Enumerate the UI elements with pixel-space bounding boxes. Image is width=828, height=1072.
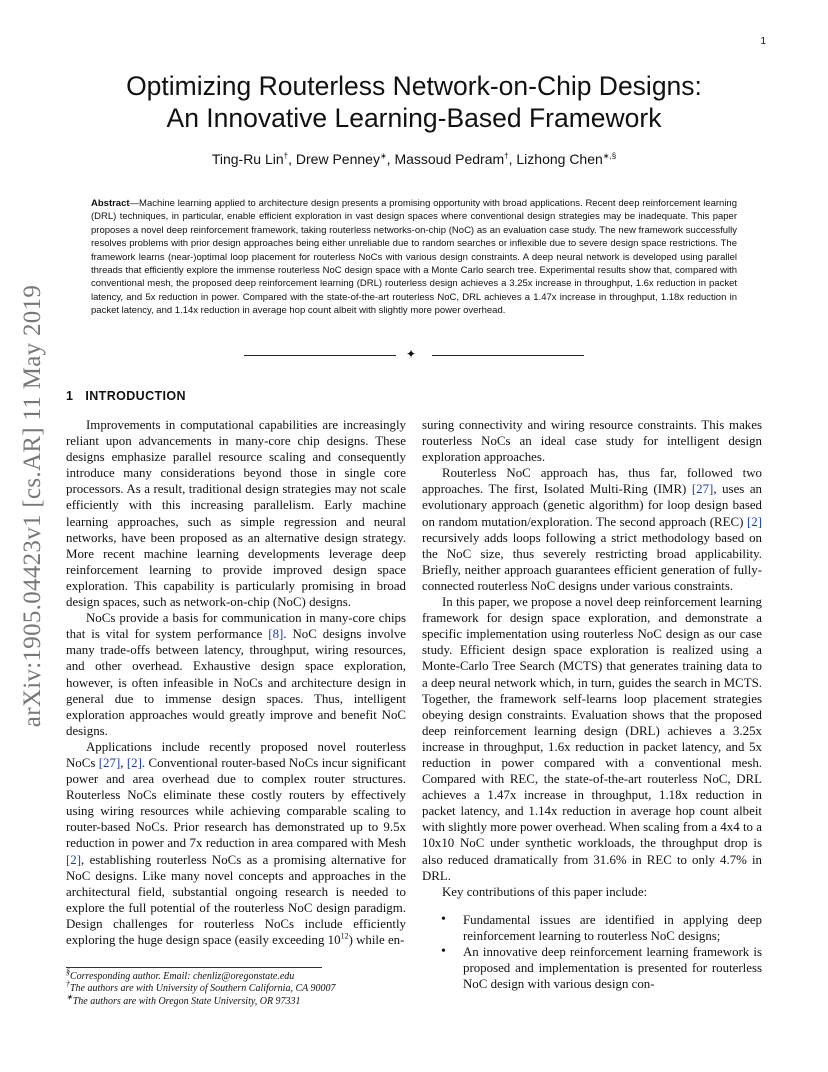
citation-link[interactable]: [27] xyxy=(691,482,714,497)
footnote xyxy=(66,967,336,983)
footnote-rule xyxy=(66,967,322,968)
footnote xyxy=(66,992,336,1008)
author-affiliation-mark: † xyxy=(504,151,509,161)
author-separator: , xyxy=(288,151,296,167)
body-paragraph xyxy=(66,417,406,610)
text-run: Applications include recently proposed novel routerless NoCs xyxy=(66,739,406,770)
author-name: Lizhong Chen xyxy=(516,151,603,167)
text-run: NoCs provide a basis for communication in many-core chips that is vital for system performance xyxy=(66,611,406,642)
divider-star-icon: ✦ xyxy=(406,347,417,361)
divider-line-right xyxy=(432,355,584,356)
citation-link[interactable]: [8] xyxy=(268,627,284,642)
citation-link[interactable]: [2] xyxy=(126,755,142,770)
footnotes xyxy=(66,967,336,1008)
citation-link[interactable]: [2] xyxy=(66,852,82,867)
divider-line-left xyxy=(244,355,396,356)
arxiv-identifier xyxy=(20,276,46,736)
text-run: suring connectivity and wiring resource constraints. This makes routerless NoCs an ideal case study for intelligent design exploration approaches. xyxy=(422,418,762,465)
text-run: . Conventional router-based NoCs incur significant power and area overhead due to complex router structures. Routerless NoCs eliminate these costly routers by effectively using wiring resources while achieving comparable scaling to router-based NoCs. Prior research has demonstrated up to 9.5x reduction in power and 7x reduction in area compared with Mesh xyxy=(66,755,406,851)
citation-link[interactable]: [2] xyxy=(746,514,762,529)
page-number: 1 xyxy=(760,36,766,47)
body-paragraph xyxy=(422,417,762,465)
text-run: Key contributions of this paper include: xyxy=(442,884,648,899)
abstract xyxy=(91,197,737,318)
footnote-mark: † xyxy=(66,980,70,990)
body-paragraph xyxy=(422,465,762,594)
text-run: In this paper, we propose a novel deep reinforcement learning framework for design space exploration, and demonstrate a specific implementation using routerless NoC design as our case study. Efficient design space exploration is realized using a Monte-Carlo Tree Search (MCTS) that generates training data to a deep neural network which, in turn, guides the search in MCTS. Together, the framework self-learns loop placement strategies obeying design constraints. Evaluation shows that the proposed deep reinforcement learning design (DRL) achieves a 3.25x increase in throughput, 1.6x reduction in packet latency, and 5x reduction in power compared with a conventional mesh. Compared with REC, the state-of-the-art routerless NoC, DRL achieves a 1.47x increase in throughput, 1.18x reduction in packet latency, and 1.14x reduction in average hop count albeit with slightly more power overhead. When scaling from a 4x4 to a 10x10 NoC under synthetic workloads, the throughput drop is also reduced dramatically from 31.6% in REC to only 4.7% in DRL. xyxy=(422,595,762,883)
right-column-paragraphs xyxy=(422,417,762,900)
author-name: Massoud Pedram xyxy=(394,151,505,167)
footnote-text: The authors are with Oregon State University, OR 97331 xyxy=(72,995,301,1007)
author-affiliation-mark: † xyxy=(283,151,289,161)
author-name: Ting-Ru Lin xyxy=(211,151,284,167)
contribution-list xyxy=(422,912,762,992)
text-run: Improvements in computational capabilities are increasingly reliant upon advancements in many-core chip designs. These designs emphasize parallel resource scaling and consequently introduce many considerations beyond those in single core processors. As a result, traditional design strategies may not scale efficiently with this increasing parallelism. Early machine learning approaches, such as simple regression and neural networks, have been proposed as an alternative design strategy. More recent machine learning developments leverage deep reinforcement learning to provide improved design space exploration. This capability is particularly promising in broad design spaces, such as network-on-chip (NoC) designs. xyxy=(66,418,406,610)
body-paragraph xyxy=(422,884,762,900)
text-run: , xyxy=(120,755,127,770)
section-number: 1 xyxy=(66,389,74,403)
author-list xyxy=(90,151,738,167)
text-run: , uses an evolutionary approach (genetic algorithm) for loop design based on random mutation/exploration. The second approach (REC) xyxy=(422,482,762,529)
title-line-2: An Innovative Learning-Based Framework xyxy=(166,103,662,133)
citation-link[interactable]: [27] xyxy=(98,755,121,770)
author-name: Drew Penney xyxy=(295,151,380,167)
section-title: INTRODUCTION xyxy=(85,389,186,403)
footnote-mark: ∗ xyxy=(66,992,73,1002)
paper-title xyxy=(90,70,738,134)
footnote xyxy=(66,980,336,995)
text-run: Routerless NoC approach has, thus far, followed two approaches. The first, Isolated Multi-Ring (IMR) xyxy=(422,466,762,497)
left-column xyxy=(66,417,406,948)
footnote-mark: § xyxy=(66,967,70,977)
section-heading xyxy=(66,389,186,403)
body-paragraph xyxy=(66,610,406,739)
abstract-text: —Machine learning applied to architecture design presents a promising opportunity with broad applications. Recent deep reinforcement learning (DRL) techniques, in particular, enable efficient exploration in vast design spaces where conventional design strategies may be inadequate. This paper proposes a novel deep reinforcement framework, taking routerless networks-on-chip (NoC) as an evaluation case study. The new framework successfully resolves problems with prior design approaches being either unreliable due to random searches or inflexible due to severe design space restrictions. The framework learns (near-)optimal loop placement for routerless NoCs with various design constraints. A deep neural network is developed using parallel threads that efficiently explore the immense routerless NoC design space with a Monte Carlo search tree. Experimental results show that, compared with conventional mesh, the proposed deep reinforcement learning (DRL) routerless design achieves a 3.25x increase in throughput, 1.6x reduction in packet latency, and 5x reduction in power. Compared with the state-of-the-art routerless NoC, DRL achieves a 1.47x increase in throughput, 1.18x reduction in packet latency, and 1.14x reduction in average hop count albeit with slightly more power overhead. xyxy=(91,198,737,317)
text-run: recursively adds loops following a strict methodology based on the NoC size, thus severely restricting broad applicability. Briefly, neither approach guarantees efficient generation of fully-connected routerless NoC designs under various constraints. xyxy=(422,530,762,593)
author-separator: , xyxy=(386,151,395,167)
contribution-item: • Fundamental issues are identified in applying deep reinforcement learning to routerless NoC designs; xyxy=(422,912,762,944)
author-affiliation-mark: ∗ xyxy=(379,151,387,161)
body-paragraph xyxy=(422,594,762,884)
author-affiliation-mark: ∗,§ xyxy=(602,151,617,161)
text-run: , establishing routerless NoCs as a promising alternative for NoC designs. Like many novel concepts and approaches in the architectural field, substantial ongoing research is needed to explore the full potential of the routerless NoC design paradigm. Design challenges for routerless NoCs include efficiently exploring the huge design space (easily exceeding 10 xyxy=(66,852,406,947)
right-column xyxy=(422,417,762,992)
body-paragraph xyxy=(66,739,406,948)
footnote-text: The authors are with University of Southern California, CA 90007 xyxy=(70,983,336,995)
abstract-label: Abstract xyxy=(91,198,130,209)
text-run: . NoC designs involve many trade-offs between latency, throughput, wiring resources, and other overhead. Exhaustive design space exploration, however, is often infeasible in NoCs and architecture design in general due to immense design spaces. Thus, intelligent exploration approaches would greatly improve and benefit NoC designs. xyxy=(66,627,406,738)
text-run: ) while en- xyxy=(348,933,405,947)
arxiv-identifier-text: arXiv:1905.04423v1 [cs.AR] 11 May 2019 xyxy=(19,284,46,728)
superscript: 12 xyxy=(340,931,349,941)
footnote-text: Corresponding author. Email: chenliz@oregonstate.edu xyxy=(70,971,295,982)
author-separator: , xyxy=(508,151,517,167)
contribution-item: • An innovative deep reinforcement learning framework is proposed and implementation is presented for routerless NoC design with various design con- xyxy=(422,944,762,992)
title-line-1: Optimizing Routerless Network-on-Chip Designs: xyxy=(126,71,702,101)
section-divider xyxy=(244,349,584,363)
